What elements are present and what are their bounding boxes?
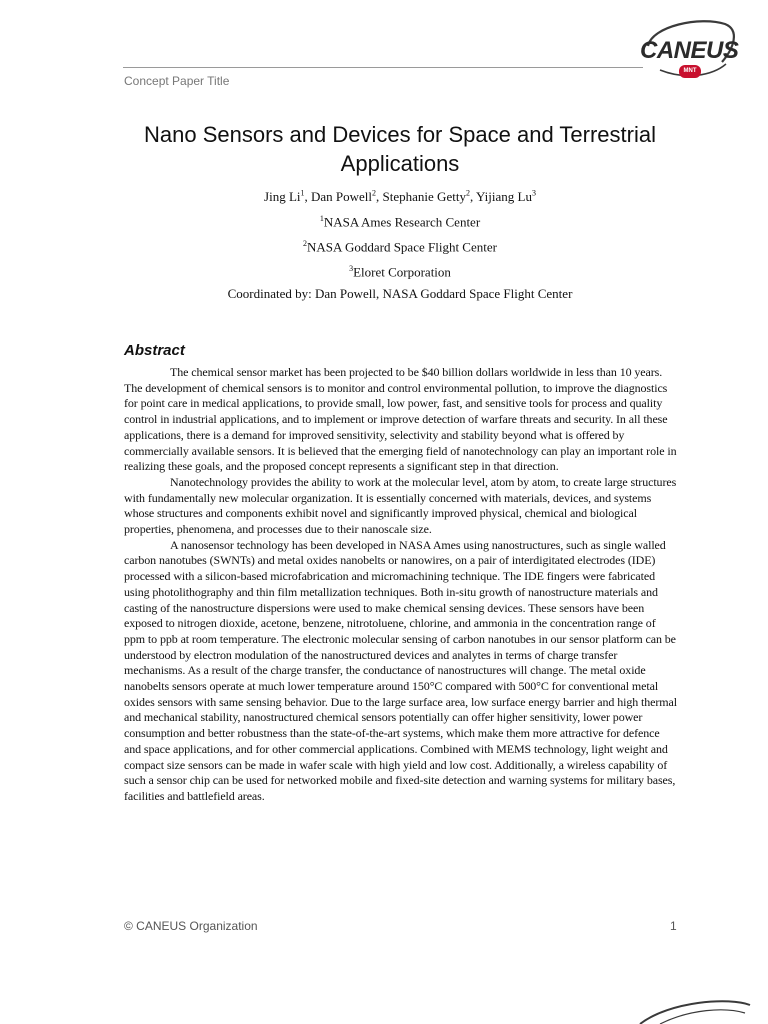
abstract-paragraph: Nanotechnology provides the ability to work at the molecular level, atom by atom, to create large structures with fundamentally new molecular organization. It is essentially concerned with materials, devices, and systems whose structures and components exhibit novel and significantly improved physical, chemical and biological properties, phenomena, and processes due to their nanoscale size. [124, 474, 677, 537]
author: Dan Powell$^2$, [311, 189, 383, 205]
paper-title: Nano Sensors and Devices for Space and Terrestrial Applications [144, 122, 656, 176]
concept-paper-label: Concept Paper Title [124, 74, 230, 88]
abstract-body [124, 365, 678, 805]
abstract-paragraph: The chemical sensor market has been projected to be $40 billion dollars worldwide in less than 10 years. The development of chemical sensors is to monitor and control environmental pollution, to improve the diagnostics for point care in medical applications, to provide small, low power, fast, and sensitive tools for process and quality control in industrial applications, and to implement or improve detection of warfare threats and security. In all these applications, there is a demand for improved sensitivity, selectivity and stability beyond what is offered by commercially available sensors. It is believed that the emerging field of nanotechnology can play an important role in realizing these goals, and the proposed concept represents a significant step in that direction. [124, 365, 677, 474]
caneus-logo [630, 18, 740, 88]
coordinator-line: Coordinated by: Dan Powell, NASA Goddard Space Flight Center [227, 286, 573, 301]
author: Jing Li$^1$, [264, 189, 312, 205]
author: Stephanie Getty$^2$, [382, 189, 476, 205]
footer-swoosh-icon [600, 995, 768, 1024]
author: Yijiang Lu$^3$ [475, 189, 536, 205]
footer-copyright: © CANEUS Organization [124, 919, 258, 933]
front-matter [124, 184, 676, 309]
header-rule [123, 67, 643, 68]
logo-text: CANEUS [640, 37, 739, 64]
affiliation: $^1$NASA Ames Research Center [319, 214, 481, 230]
affiliation: $^2$NASA Goddard Space Flight Center [303, 239, 497, 255]
abstract-paragraph: A nanosensor technology has been developed in NASA Ames using nanostructures, such as single walled carbon nanotubes (SWNTs) and metal oxides nanobelts or nanowires, on a pair of interdigitated electrodes (IDE) processed with a silicon-based microfabrication and micromachining technique. The IDE fingers were fabricated using photolithography and thin film metallization techniques. Both in-situ growth of nanostructure materials and casting of the nanostructure dispersions were used to make chemical sensing devices. These sensors have been exposed to nitrogen dioxide, acetone, benzene, nitrotoluene, chlorine, and ammonia in the concentration range of ppm to ppb at room temperature. The electronic molecular sensing of carbon nanotubes in our sensor platform can be understood by electron modulation of the nanostructured devices and analytes in terms of charge transfer mechanisms. As a result of the charge transfer, the conductance of nanostructures will change. The metal oxide nanobelts sensors operate at much lower temperature around 150°C compared with 500°C for conventional metal oxides sensors with same sensing behavior. Due to the large surface area, low surface energy barrier and high thermal and mechanical stability, nanostructured chemical sensors potentially can offer higher sensitivity, lower power consumption and better robustness than the state-of-the-art systems, which make them more attractive for defence and space applications, and for other commercial applications. Combined with MEMS technology, light weight and compact size sensors can be made in wafer scale with high yield and low cost. Additionally, a wireless capability of such a sensor chip can be used for networked mobile and fixed-site detection and warning systems for military bases, facilities and battlefield areas. [124, 537, 677, 803]
page-number: 1 [670, 919, 677, 933]
abstract-heading: Abstract [124, 342, 185, 359]
author-list [124, 184, 676, 209]
affiliation: $^3$Eloret Corporation [349, 264, 451, 280]
logo-badge: MNT [679, 65, 701, 78]
